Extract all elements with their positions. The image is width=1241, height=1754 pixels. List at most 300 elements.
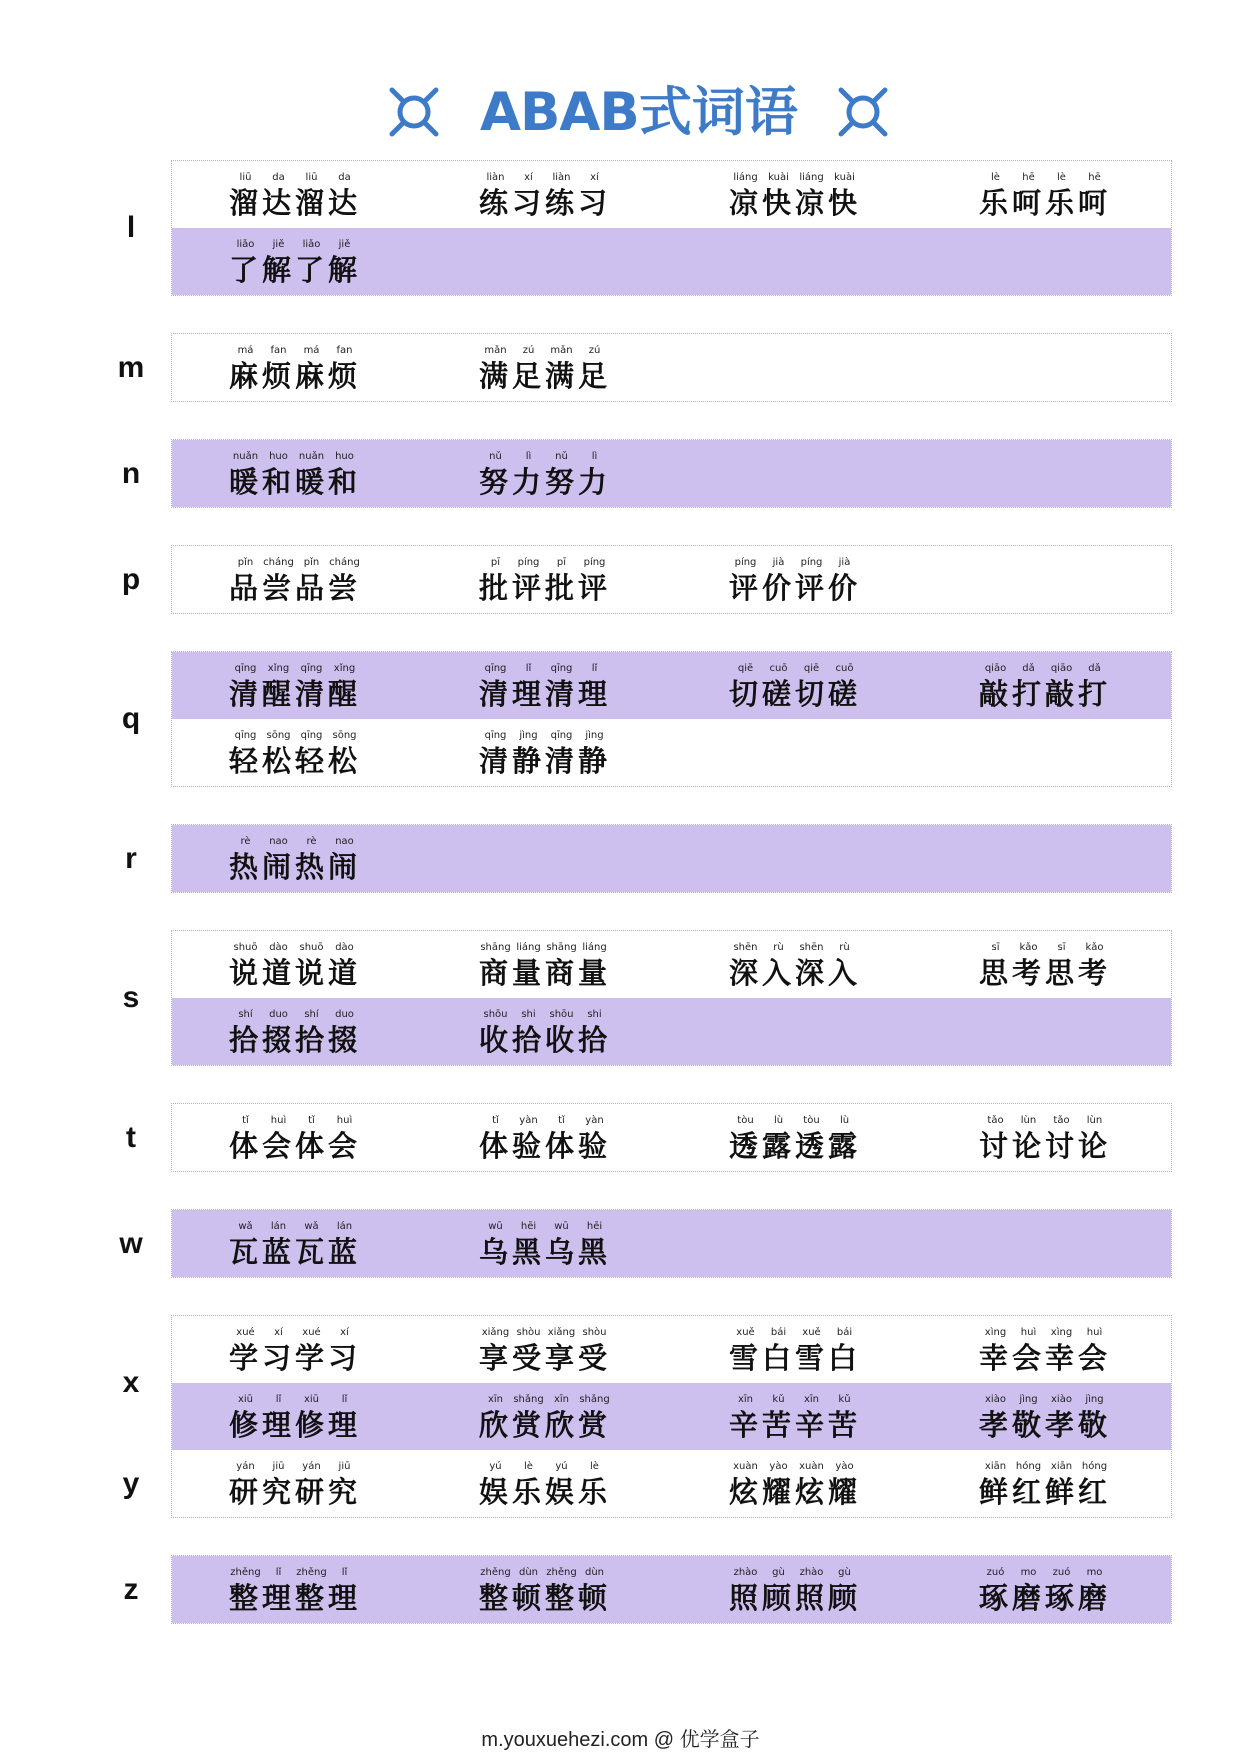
pinyin-syllable: xí <box>590 172 599 183</box>
pinyin-syllable: pǐn <box>303 557 320 568</box>
pinyin-line <box>229 1009 361 1021</box>
word-row <box>172 1104 1171 1171</box>
pinyin-syllable: xué <box>236 1327 255 1338</box>
pinyin-syllable: shòu <box>516 1327 541 1338</box>
footer-source: m.youxuehezi.com @ 优学盒子 <box>481 1729 760 1751</box>
word-entry <box>479 1210 729 1277</box>
pinyin-syllable: dǎ <box>1088 663 1101 674</box>
pinyin-syllable: fan <box>336 345 353 356</box>
pinyin-syllable: zhào <box>733 1567 758 1578</box>
title-cjk: 式词语 <box>638 82 798 143</box>
pinyin-syllable: lǐ <box>591 663 598 674</box>
word-row <box>172 1383 1171 1450</box>
pinyin-syllable: nao <box>335 836 354 847</box>
letter-group <box>0 1209 1241 1278</box>
word-entry <box>729 1316 979 1383</box>
pinyin-syllable: lè <box>524 1461 533 1472</box>
pinyin-syllable: shǎng <box>513 1394 544 1405</box>
letter-group <box>0 545 1241 614</box>
word-row <box>172 334 1171 401</box>
pinyin-line <box>229 451 361 463</box>
pinyin-syllable: qīng <box>550 730 573 741</box>
hanzi-word: 体会体会 <box>229 1129 362 1163</box>
pinyin-syllable: cuō <box>835 663 854 674</box>
pinyin-syllable: lán <box>336 1221 353 1232</box>
pinyin-syllable: lǐ <box>525 663 532 674</box>
word-entry <box>979 1383 1171 1450</box>
pinyin-syllable: jìng <box>1019 1394 1038 1405</box>
pinyin-syllable: bái <box>770 1327 787 1338</box>
pinyin-syllable: shēn <box>733 942 758 953</box>
pinyin-syllable: wū <box>554 1221 569 1232</box>
pinyin-syllable: hē <box>1022 172 1035 183</box>
pinyin-syllable: jìng <box>519 730 538 741</box>
word-entry <box>229 825 479 892</box>
pinyin-syllable: lùn <box>1086 1115 1103 1126</box>
pinyin-syllable: má <box>303 345 320 356</box>
pinyin-syllable: kǔ <box>838 1394 851 1405</box>
pinyin-syllable: yàn <box>519 1115 538 1126</box>
pinyin-line <box>229 345 361 357</box>
pinyin-syllable: tǎo <box>1053 1115 1070 1126</box>
pinyin-syllable: mo <box>1020 1567 1037 1578</box>
pinyin-syllable: hóng <box>1081 1461 1108 1472</box>
hanzi-word: 娱乐娱乐 <box>479 1475 612 1509</box>
hanzi-word: 拾掇拾掇 <box>229 1023 362 1057</box>
pinyin-syllable: xiū <box>303 1394 320 1405</box>
pinyin-syllable: yú <box>489 1461 502 1472</box>
word-row <box>172 652 1171 719</box>
pinyin-syllable: xīn <box>487 1394 504 1405</box>
pinyin-syllable: xuàn <box>733 1461 758 1472</box>
pinyin-syllable: rè <box>240 836 251 847</box>
pinyin-line <box>979 1567 1111 1579</box>
word-row <box>172 440 1171 507</box>
letter-group <box>0 824 1241 893</box>
pinyin-syllable: píng <box>583 557 606 568</box>
pinyin-syllable: dào <box>269 942 288 953</box>
pinyin-syllable: duo <box>269 1009 288 1020</box>
pinyin-syllable: rè <box>306 836 317 847</box>
word-box <box>171 930 1172 1066</box>
pinyin-syllable: xiǎng <box>547 1327 576 1338</box>
pinyin-syllable: hóng <box>1015 1461 1042 1472</box>
pinyin-line <box>229 730 361 742</box>
letter-group <box>0 439 1241 508</box>
hanzi-word: 研究研究 <box>229 1475 362 1509</box>
currency-ring-icon-graphic <box>387 85 441 139</box>
pinyin-syllable: lùn <box>1020 1115 1037 1126</box>
pinyin-line <box>479 730 611 742</box>
pinyin-syllable: shí <box>238 1009 253 1020</box>
pinyin-line <box>479 557 611 569</box>
hanzi-word: 透露透露 <box>729 1129 862 1163</box>
pinyin-syllable: tǐ <box>242 1115 249 1126</box>
pinyin-syllable: nǔ <box>555 451 568 462</box>
pinyin-syllable: píng <box>800 557 823 568</box>
index-letter: q <box>121 702 141 735</box>
pinyin-syllable: kǎo <box>1085 942 1104 953</box>
pinyin-syllable: qīng <box>300 730 323 741</box>
hanzi-word: 思考思考 <box>979 956 1112 990</box>
hanzi-word: 品尝品尝 <box>229 571 362 605</box>
pinyin-syllable: kǔ <box>772 1394 785 1405</box>
pinyin-syllable: huì <box>270 1115 287 1126</box>
index-letter: m <box>117 350 145 384</box>
pinyin-line <box>729 1567 861 1579</box>
pinyin-syllable: liáng <box>733 172 758 183</box>
word-row <box>172 931 1171 998</box>
word-box <box>171 545 1172 614</box>
pinyin-syllable: yú <box>555 1461 568 1472</box>
word-box <box>171 439 1172 508</box>
pinyin-line <box>479 1221 611 1233</box>
word-box <box>171 1209 1172 1278</box>
pinyin-line <box>479 451 611 463</box>
pinyin-line <box>229 1115 361 1127</box>
word-entry <box>729 161 979 228</box>
pinyin-line <box>479 942 611 954</box>
hanzi-word: 欣赏欣赏 <box>479 1408 612 1442</box>
index-letter: y <box>122 1466 140 1500</box>
pinyin-line <box>729 557 861 569</box>
pinyin-syllable: shi <box>587 1009 602 1020</box>
word-entry <box>479 546 729 613</box>
word-row <box>172 228 1171 295</box>
pinyin-syllable: nǔ <box>489 451 502 462</box>
word-entry <box>729 931 979 998</box>
word-box <box>171 1103 1172 1172</box>
word-entry <box>229 334 479 401</box>
pinyin-syllable: xiān <box>1050 1461 1073 1472</box>
pinyin-syllable: rù <box>839 942 850 953</box>
title-latin: ABAB <box>480 82 639 143</box>
word-entry <box>479 1450 729 1517</box>
hanzi-word: 修理修理 <box>229 1408 362 1442</box>
pinyin-syllable: yào <box>769 1461 788 1472</box>
pinyin-syllable: dǎ <box>1022 663 1035 674</box>
letter-group <box>0 160 1241 296</box>
pinyin-syllable: zhěng <box>480 1567 511 1578</box>
pinyin-syllable: shōu <box>483 1009 508 1020</box>
hanzi-word: 瓦蓝瓦蓝 <box>229 1235 362 1269</box>
pinyin-line <box>229 1461 361 1473</box>
pinyin-syllable: kuài <box>768 172 789 183</box>
pinyin-syllable: má <box>237 345 254 356</box>
pinyin-line <box>229 239 361 251</box>
pinyin-syllable: qīng <box>300 663 323 674</box>
word-entry <box>979 931 1171 998</box>
currency-ring-icon <box>836 85 890 139</box>
pinyin-line <box>729 1115 861 1127</box>
pinyin-syllable: wū <box>488 1221 503 1232</box>
pinyin-line <box>229 557 361 569</box>
hanzi-word: 说道说道 <box>229 956 362 990</box>
pinyin-syllable: lǐ <box>341 1567 348 1578</box>
pinyin-syllable: liǎo <box>302 239 321 250</box>
currency-ring-icon <box>387 85 441 139</box>
hanzi-word: 切磋切磋 <box>729 677 862 711</box>
index-letter: z <box>123 1572 139 1606</box>
pinyin-syllable: mǎn <box>484 345 507 356</box>
hanzi-word: 乌黑乌黑 <box>479 1235 612 1269</box>
pinyin-syllable: sōng <box>332 730 357 741</box>
pinyin-syllable: liū <box>305 172 318 183</box>
word-list <box>0 160 1241 1624</box>
pinyin-syllable: shōu <box>549 1009 574 1020</box>
hanzi-word: 麻烦麻烦 <box>229 359 362 393</box>
word-box <box>171 1315 1172 1518</box>
word-entry <box>979 1556 1171 1623</box>
word-entry <box>479 1104 729 1171</box>
word-entry <box>229 1316 479 1383</box>
word-row <box>172 1556 1171 1623</box>
pinyin-line <box>229 663 361 675</box>
pinyin-syllable: tǎo <box>987 1115 1004 1126</box>
word-entry <box>479 440 729 507</box>
pinyin-syllable: cháng <box>263 557 294 568</box>
word-entry <box>979 652 1171 719</box>
pinyin-syllable: zuó <box>1052 1567 1071 1578</box>
word-row <box>172 546 1171 613</box>
word-row <box>172 1450 1171 1517</box>
pinyin-line <box>979 1327 1111 1339</box>
letter-group <box>0 333 1241 402</box>
pinyin-syllable: xuě <box>802 1327 821 1338</box>
pinyin-syllable: shǎng <box>579 1394 610 1405</box>
pinyin-syllable: xìng <box>1050 1327 1073 1338</box>
pinyin-syllable: huo <box>335 451 354 462</box>
pinyin-syllable: dào <box>335 942 354 953</box>
pinyin-syllable: xǐng <box>333 663 356 674</box>
word-entry <box>479 719 729 786</box>
pinyin-syllable: mo <box>1086 1567 1103 1578</box>
word-entry <box>729 1383 979 1450</box>
hanzi-word: 练习练习 <box>479 186 612 220</box>
pinyin-syllable: dùn <box>518 1567 539 1578</box>
word-entry <box>479 1316 729 1383</box>
pinyin-syllable: liáng <box>516 942 541 953</box>
pinyin-syllable: nao <box>269 836 288 847</box>
letter-group <box>0 1103 1241 1172</box>
pinyin-syllable: rù <box>773 942 784 953</box>
pinyin-syllable: pī <box>556 557 567 568</box>
word-entry <box>229 652 479 719</box>
pinyin-syllable: hēi <box>586 1221 603 1232</box>
word-entry <box>729 1104 979 1171</box>
pinyin-line <box>979 1394 1111 1406</box>
pinyin-syllable: pǐn <box>237 557 254 568</box>
hanzi-word: 雪白雪白 <box>729 1341 862 1375</box>
pinyin-syllable: huì <box>336 1115 353 1126</box>
pinyin-syllable: liàn <box>552 172 571 183</box>
pinyin-syllable: duo <box>335 1009 354 1020</box>
pinyin-line <box>729 1461 861 1473</box>
hanzi-word: 商量商量 <box>479 956 612 990</box>
word-entry <box>479 161 729 228</box>
pinyin-syllable: cuō <box>769 663 788 674</box>
pinyin-syllable: qīng <box>550 663 573 674</box>
word-entry <box>479 931 729 998</box>
pinyin-syllable: zhěng <box>296 1567 327 1578</box>
pinyin-syllable: qiāo <box>984 663 1007 674</box>
word-entry <box>229 1450 479 1517</box>
index-letter: x <box>122 1366 140 1399</box>
pinyin-syllable: shēn <box>799 942 824 953</box>
pinyin-line <box>979 172 1111 184</box>
hanzi-word: 深入深入 <box>729 956 862 990</box>
pinyin-syllable: zhěng <box>546 1567 577 1578</box>
word-box <box>171 651 1172 787</box>
index-letter: n <box>121 456 141 490</box>
pinyin-line <box>729 172 861 184</box>
hanzi-word: 敲打敲打 <box>979 677 1112 711</box>
pinyin-syllable: jiě <box>272 239 285 250</box>
hanzi-word: 满足满足 <box>479 359 612 393</box>
pinyin-syllable: xuàn <box>799 1461 824 1472</box>
pinyin-syllable: da <box>338 172 351 183</box>
word-entry <box>229 228 479 295</box>
pinyin-syllable: xiào <box>1051 1394 1072 1405</box>
pinyin-syllable: lù <box>839 1115 850 1126</box>
word-box <box>171 160 1172 296</box>
pinyin-syllable: qiāo <box>1050 663 1073 674</box>
hanzi-word: 了解了解 <box>229 253 362 287</box>
word-entry <box>479 334 729 401</box>
pinyin-syllable: huì <box>1020 1327 1037 1338</box>
pinyin-syllable: tǐ <box>308 1115 315 1126</box>
word-entry <box>229 1104 479 1171</box>
pinyin-syllable: gù <box>838 1567 851 1578</box>
pinyin-syllable: cháng <box>329 557 360 568</box>
pinyin-line <box>229 1394 361 1406</box>
hanzi-word: 讨论讨论 <box>979 1129 1112 1163</box>
hanzi-word: 整顿整顿 <box>479 1581 612 1615</box>
pinyin-syllable: xué <box>302 1327 321 1338</box>
word-row <box>172 1210 1171 1277</box>
pinyin-syllable: hē <box>1088 172 1101 183</box>
pinyin-syllable: xiū <box>237 1394 254 1405</box>
pinyin-syllable: xìng <box>984 1327 1007 1338</box>
pinyin-syllable: wǎ <box>238 1221 253 1232</box>
pinyin-syllable: lǐ <box>275 1394 282 1405</box>
word-row <box>172 161 1171 228</box>
word-entry <box>479 1383 729 1450</box>
word-entry <box>229 1556 479 1623</box>
pinyin-syllable: zú <box>522 345 535 356</box>
pinyin-syllable: tòu <box>737 1115 754 1126</box>
pinyin-syllable: shuō <box>299 942 324 953</box>
pinyin-syllable: qiē <box>737 663 754 674</box>
word-entry <box>729 1556 979 1623</box>
hanzi-word: 努力努力 <box>479 465 612 499</box>
pinyin-syllable: nuǎn <box>232 451 259 462</box>
pinyin-syllable: liǎo <box>236 239 255 250</box>
pinyin-syllable: xí <box>340 1327 349 1338</box>
index-letter: p <box>121 562 141 596</box>
pinyin-line <box>229 1327 361 1339</box>
pinyin-syllable: shí <box>304 1009 319 1020</box>
word-entry <box>229 719 479 786</box>
hanzi-word: 照顾照顾 <box>729 1581 862 1615</box>
pinyin-syllable: yàn <box>585 1115 604 1126</box>
pinyin-syllable: lán <box>270 1221 287 1232</box>
pinyin-syllable: shi <box>521 1009 536 1020</box>
pinyin-syllable: zhěng <box>230 1567 261 1578</box>
pinyin-syllable: lè <box>590 1461 599 1472</box>
pinyin-line <box>979 1461 1111 1473</box>
pinyin-syllable: qīng <box>484 730 507 741</box>
hanzi-word: 收拾收拾 <box>479 1023 612 1057</box>
pinyin-syllable: lǐ <box>341 1394 348 1405</box>
word-entry <box>229 161 479 228</box>
hanzi-word: 整理整理 <box>229 1581 362 1615</box>
pinyin-syllable: píng <box>734 557 757 568</box>
word-box <box>171 333 1172 402</box>
hanzi-word: 轻松轻松 <box>229 744 362 778</box>
pinyin-line <box>979 663 1111 675</box>
word-entry <box>229 998 479 1065</box>
pinyin-syllable: yán <box>236 1461 255 1472</box>
pinyin-syllable: xiǎng <box>481 1327 510 1338</box>
word-entry <box>979 1104 1171 1171</box>
pinyin-syllable: liàn <box>486 172 505 183</box>
pinyin-syllable: lù <box>773 1115 784 1126</box>
page-title <box>480 84 798 142</box>
hanzi-word: 体验体验 <box>479 1129 612 1163</box>
pinyin-syllable: kuài <box>834 172 855 183</box>
pinyin-syllable: lè <box>1057 172 1066 183</box>
pinyin-syllable: sī <box>991 942 1000 953</box>
pinyin-syllable: xuě <box>736 1327 755 1338</box>
pinyin-line <box>479 1394 611 1406</box>
hanzi-word: 凉快凉快 <box>729 186 862 220</box>
word-entry <box>229 931 479 998</box>
letter-group <box>0 1315 1241 1518</box>
word-entry <box>229 440 479 507</box>
pinyin-syllable: liū <box>239 172 252 183</box>
pinyin-syllable: yán <box>302 1461 321 1472</box>
word-row <box>172 825 1171 892</box>
pinyin-line <box>729 942 861 954</box>
pinyin-syllable: liáng <box>799 172 824 183</box>
pinyin-syllable: huì <box>1086 1327 1103 1338</box>
pinyin-syllable: zhào <box>799 1567 824 1578</box>
hanzi-word: 鲜红鲜红 <box>979 1475 1112 1509</box>
pinyin-line <box>729 663 861 675</box>
pinyin-line <box>229 836 361 848</box>
pinyin-syllable: píng <box>517 557 540 568</box>
hanzi-word: 辛苦辛苦 <box>729 1408 862 1442</box>
word-entry <box>979 1450 1171 1517</box>
word-entry <box>979 161 1171 228</box>
pinyin-syllable: xīn <box>553 1394 570 1405</box>
pinyin-syllable: gù <box>772 1567 785 1578</box>
hanzi-word: 暖和暖和 <box>229 465 362 499</box>
pinyin-syllable: huo <box>269 451 288 462</box>
hanzi-word: 清理清理 <box>479 677 612 711</box>
pinyin-syllable: sī <box>1057 942 1066 953</box>
pinyin-syllable: lǐ <box>275 1567 282 1578</box>
pinyin-syllable: xīn <box>803 1394 820 1405</box>
pinyin-syllable: jiū <box>338 1461 351 1472</box>
pinyin-line <box>229 172 361 184</box>
pinyin-syllable: da <box>272 172 285 183</box>
word-entry <box>979 1316 1171 1383</box>
hanzi-word: 热闹热闹 <box>229 850 362 884</box>
pinyin-line <box>479 663 611 675</box>
hanzi-word: 学习学习 <box>229 1341 362 1375</box>
